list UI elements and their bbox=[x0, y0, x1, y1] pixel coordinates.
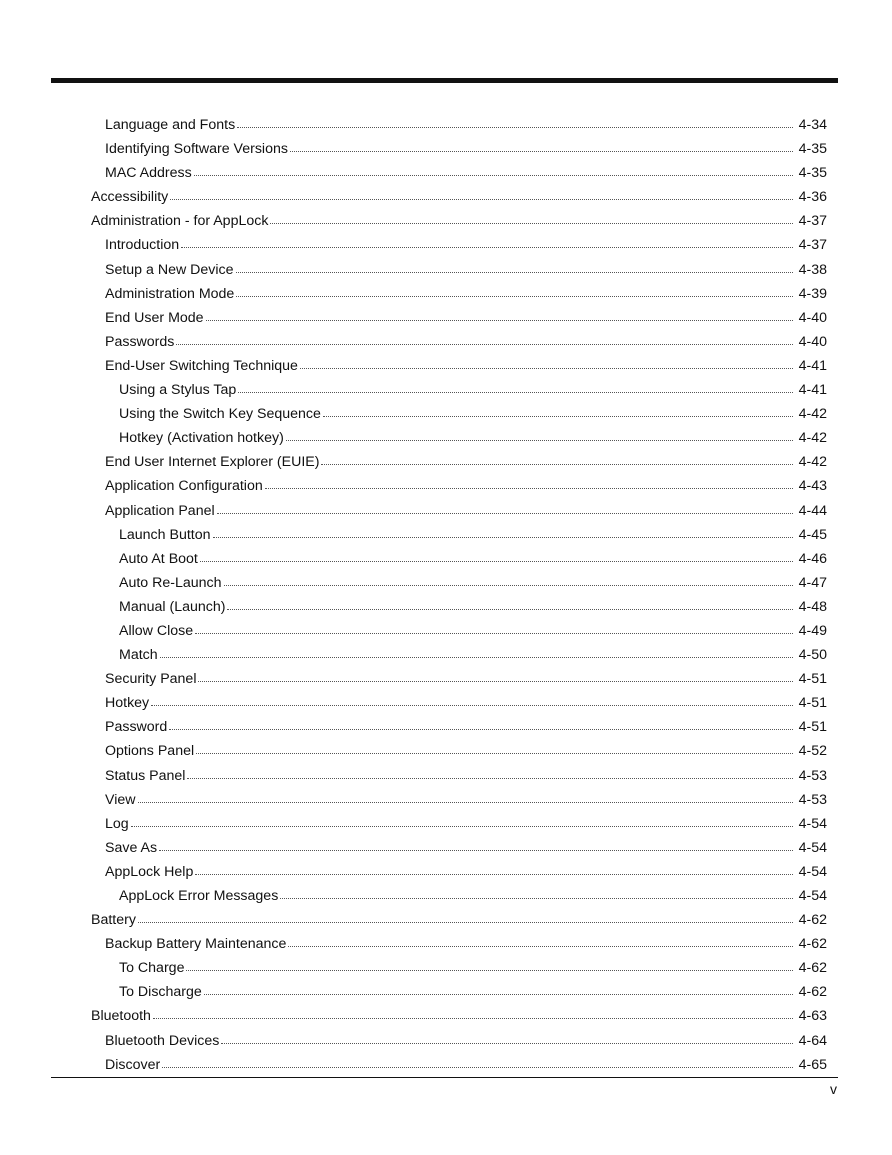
toc-entry-page: 4-62 bbox=[798, 912, 827, 929]
toc-entry-title: End-User Switching Technique bbox=[105, 357, 298, 374]
toc-entry[interactable] bbox=[91, 161, 827, 185]
toc-entry-title: AppLock Help bbox=[105, 863, 194, 880]
dot-leader bbox=[227, 608, 792, 610]
toc-entry-title: Administration - for AppLock bbox=[91, 213, 269, 230]
toc-entry-page: 4-42 bbox=[798, 454, 827, 471]
toc-entry-page: 4-53 bbox=[798, 791, 827, 808]
dot-leader bbox=[204, 993, 793, 995]
toc-entry-title: Hotkey bbox=[105, 695, 150, 712]
toc-entry-title: Application Panel bbox=[105, 502, 215, 519]
toc-entry-title: Setup a New Device bbox=[105, 261, 234, 278]
toc-entry[interactable] bbox=[91, 788, 827, 812]
toc-entry-title: Introduction bbox=[105, 237, 180, 254]
toc-entry[interactable] bbox=[91, 1004, 827, 1028]
toc-entry-title: Status Panel bbox=[105, 767, 186, 784]
dot-leader bbox=[195, 873, 792, 875]
dot-leader bbox=[236, 295, 792, 297]
toc-entry-page: 4-50 bbox=[798, 647, 827, 664]
toc-entry-title: Hotkey (Activation hotkey) bbox=[119, 430, 284, 447]
toc-entry[interactable] bbox=[91, 739, 827, 763]
toc-entry-page: 4-40 bbox=[798, 333, 827, 350]
dot-leader bbox=[196, 752, 792, 754]
dot-leader bbox=[288, 945, 792, 947]
toc-entry[interactable] bbox=[91, 715, 827, 739]
dot-leader bbox=[265, 487, 793, 489]
toc-entry-page: 4-42 bbox=[798, 406, 827, 423]
toc-entry-page: 4-63 bbox=[798, 1008, 827, 1025]
dot-leader bbox=[206, 319, 793, 321]
toc-entry-title: Launch Button bbox=[119, 526, 211, 543]
toc-entry-title: Passwords bbox=[105, 333, 175, 350]
toc-entry-title: Manual (Launch) bbox=[119, 598, 226, 615]
toc-entry-title: End User Internet Explorer (EUIE) bbox=[105, 454, 320, 471]
toc-entry-page: 4-47 bbox=[798, 574, 827, 591]
dot-leader bbox=[198, 680, 792, 682]
dot-leader bbox=[238, 391, 792, 393]
toc-entry-page: 4-39 bbox=[798, 285, 827, 302]
toc-entry[interactable] bbox=[91, 426, 827, 450]
toc-entry[interactable] bbox=[91, 258, 827, 282]
toc-entry-title: Save As bbox=[105, 839, 158, 856]
toc-entry-page: 4-54 bbox=[798, 888, 827, 904]
toc-entry[interactable] bbox=[91, 980, 827, 1004]
toc-entry-page: 4-54 bbox=[798, 863, 827, 880]
dot-leader bbox=[169, 728, 792, 730]
toc-entry-page: 4-38 bbox=[798, 261, 827, 278]
dot-leader bbox=[181, 246, 792, 248]
toc-entry-title: Using the Switch Key Sequence bbox=[119, 406, 321, 423]
toc-entry-title: To Discharge bbox=[119, 984, 202, 1001]
toc-entry[interactable] bbox=[91, 1053, 827, 1077]
toc-entry-title: Using a Stylus Tap bbox=[119, 382, 237, 399]
toc-entry-title: Language and Fonts bbox=[105, 117, 236, 133]
toc-entry-title: Administration Mode bbox=[105, 285, 235, 302]
toc-entry[interactable] bbox=[91, 113, 827, 137]
toc-entry[interactable] bbox=[91, 1029, 827, 1053]
toc-entry-page: 4-54 bbox=[798, 839, 827, 856]
toc-entry[interactable] bbox=[91, 209, 827, 233]
dot-leader bbox=[131, 825, 793, 827]
toc-entry-page: 4-52 bbox=[798, 743, 827, 760]
toc-entry-title: Options Panel bbox=[105, 743, 195, 760]
dot-leader bbox=[323, 415, 793, 417]
dot-leader bbox=[194, 174, 793, 176]
toc-entry[interactable] bbox=[91, 499, 827, 523]
dot-leader bbox=[195, 632, 792, 634]
toc-entry[interactable] bbox=[91, 233, 827, 257]
dot-leader bbox=[321, 463, 792, 465]
toc-entry-title: AppLock Error Messages bbox=[119, 888, 279, 904]
dot-leader bbox=[170, 198, 792, 200]
page-number: v bbox=[830, 1081, 837, 1097]
dot-leader bbox=[237, 126, 792, 128]
toc-entry-page: 4-51 bbox=[798, 671, 827, 688]
dot-leader bbox=[270, 222, 792, 224]
toc-entry[interactable] bbox=[91, 523, 827, 547]
toc-entry[interactable] bbox=[91, 282, 827, 306]
dot-leader bbox=[221, 1042, 792, 1044]
dot-leader bbox=[160, 656, 793, 658]
toc-entry-page: 4-54 bbox=[798, 815, 827, 832]
dot-leader bbox=[176, 343, 792, 345]
dot-leader bbox=[162, 1066, 792, 1068]
toc-entry-page: 4-45 bbox=[798, 526, 827, 543]
toc-entry-title: Identifying Software Versions bbox=[105, 141, 288, 158]
toc-entry-title: Backup Battery Maintenance bbox=[105, 936, 287, 953]
toc-entry[interactable] bbox=[91, 547, 827, 571]
dot-leader bbox=[138, 801, 793, 803]
toc-entry[interactable] bbox=[91, 812, 827, 836]
toc-entry[interactable] bbox=[91, 691, 827, 715]
toc-entry-page: 4-53 bbox=[798, 767, 827, 784]
toc-entry[interactable] bbox=[91, 836, 827, 860]
toc-entry-title: Battery bbox=[91, 912, 136, 929]
toc-entry-page: 4-62 bbox=[798, 984, 827, 1001]
dot-leader bbox=[138, 921, 793, 923]
toc-entry-title: Bluetooth Devices bbox=[105, 1032, 220, 1049]
toc-entry-title: To Charge bbox=[119, 960, 185, 977]
dot-leader bbox=[290, 150, 793, 152]
dot-leader bbox=[151, 704, 792, 706]
toc-entry-page: 4-62 bbox=[798, 960, 827, 977]
toc-entry-page: 4-43 bbox=[798, 478, 827, 495]
toc-entry-title: Discover bbox=[105, 1056, 161, 1073]
toc-entry[interactable] bbox=[91, 619, 827, 643]
toc-entry[interactable] bbox=[91, 354, 827, 378]
toc-entry[interactable] bbox=[91, 595, 827, 619]
dot-leader bbox=[187, 777, 792, 779]
toc-entry-page: 4-35 bbox=[798, 165, 827, 182]
toc-entry-title: Allow Close bbox=[119, 622, 194, 639]
toc-entry-page: 4-37 bbox=[798, 237, 827, 254]
toc-entry[interactable] bbox=[91, 450, 827, 474]
toc-entry-page: 4-34 bbox=[798, 117, 827, 133]
dot-leader bbox=[224, 584, 793, 586]
toc-entry[interactable] bbox=[91, 667, 827, 691]
toc-entry[interactable] bbox=[91, 185, 827, 209]
toc-entry-title: View bbox=[105, 791, 136, 808]
toc-entry-title: Password bbox=[105, 719, 168, 736]
toc-entry-page: 4-64 bbox=[798, 1032, 827, 1049]
toc-entry-title: End User Mode bbox=[105, 309, 204, 326]
toc-entry[interactable] bbox=[91, 956, 827, 980]
toc-entry[interactable] bbox=[91, 884, 827, 908]
dot-leader bbox=[236, 271, 793, 273]
toc-entry-title: Accessibility bbox=[91, 189, 169, 206]
toc-entry[interactable] bbox=[91, 932, 827, 956]
toc-entry-title: Match bbox=[119, 647, 158, 664]
toc-entry-title: Auto Re-Launch bbox=[119, 574, 222, 591]
toc-entry-page: 4-51 bbox=[798, 719, 827, 736]
toc-entry[interactable] bbox=[91, 571, 827, 595]
toc-entry-title: MAC Address bbox=[105, 165, 192, 182]
toc-entry[interactable] bbox=[91, 908, 827, 932]
dot-leader bbox=[186, 969, 792, 971]
dot-leader bbox=[153, 1017, 793, 1019]
dot-leader bbox=[300, 367, 793, 369]
header-rule bbox=[51, 78, 838, 83]
toc-entry-title: Security Panel bbox=[105, 671, 197, 688]
dot-leader bbox=[280, 897, 792, 899]
toc-entry-page: 4-51 bbox=[798, 695, 827, 712]
toc-entry-page: 4-46 bbox=[798, 550, 827, 567]
toc-entry-page: 4-41 bbox=[798, 357, 827, 374]
toc-entry-title: Log bbox=[105, 815, 129, 832]
footer-rule bbox=[51, 1077, 838, 1078]
dot-leader bbox=[200, 560, 793, 562]
toc-entry-title: Auto At Boot bbox=[119, 550, 198, 567]
dot-leader bbox=[213, 536, 793, 538]
dot-leader bbox=[286, 439, 793, 441]
dot-leader bbox=[217, 512, 793, 514]
toc-entry-page: 4-44 bbox=[798, 502, 827, 519]
toc-entry-page: 4-36 bbox=[798, 189, 827, 206]
toc-entry-title: Bluetooth bbox=[91, 1008, 151, 1025]
toc-entry-page: 4-40 bbox=[798, 309, 827, 326]
toc-entry[interactable] bbox=[91, 330, 827, 354]
toc-entry-page: 4-65 bbox=[798, 1056, 827, 1073]
toc-entry[interactable] bbox=[91, 402, 827, 426]
table-of-contents bbox=[91, 113, 827, 1077]
toc-entry[interactable] bbox=[91, 764, 827, 788]
toc-entry-page: 4-62 bbox=[798, 936, 827, 953]
toc-entry[interactable] bbox=[91, 306, 827, 330]
dot-leader bbox=[159, 849, 793, 851]
toc-entry-page: 4-35 bbox=[798, 141, 827, 158]
toc-entry[interactable] bbox=[91, 860, 827, 884]
toc-entry-page: 4-41 bbox=[798, 382, 827, 399]
toc-entry[interactable] bbox=[91, 643, 827, 667]
toc-entry-page: 4-37 bbox=[798, 213, 827, 230]
toc-entry-title: Application Configuration bbox=[105, 478, 263, 495]
toc-entry-page: 4-49 bbox=[798, 622, 827, 639]
toc-entry[interactable] bbox=[91, 378, 827, 402]
toc-entry-page: 4-42 bbox=[798, 430, 827, 447]
toc-entry[interactable] bbox=[91, 474, 827, 498]
toc-entry[interactable] bbox=[91, 137, 827, 161]
toc-entry-page: 4-48 bbox=[798, 598, 827, 615]
